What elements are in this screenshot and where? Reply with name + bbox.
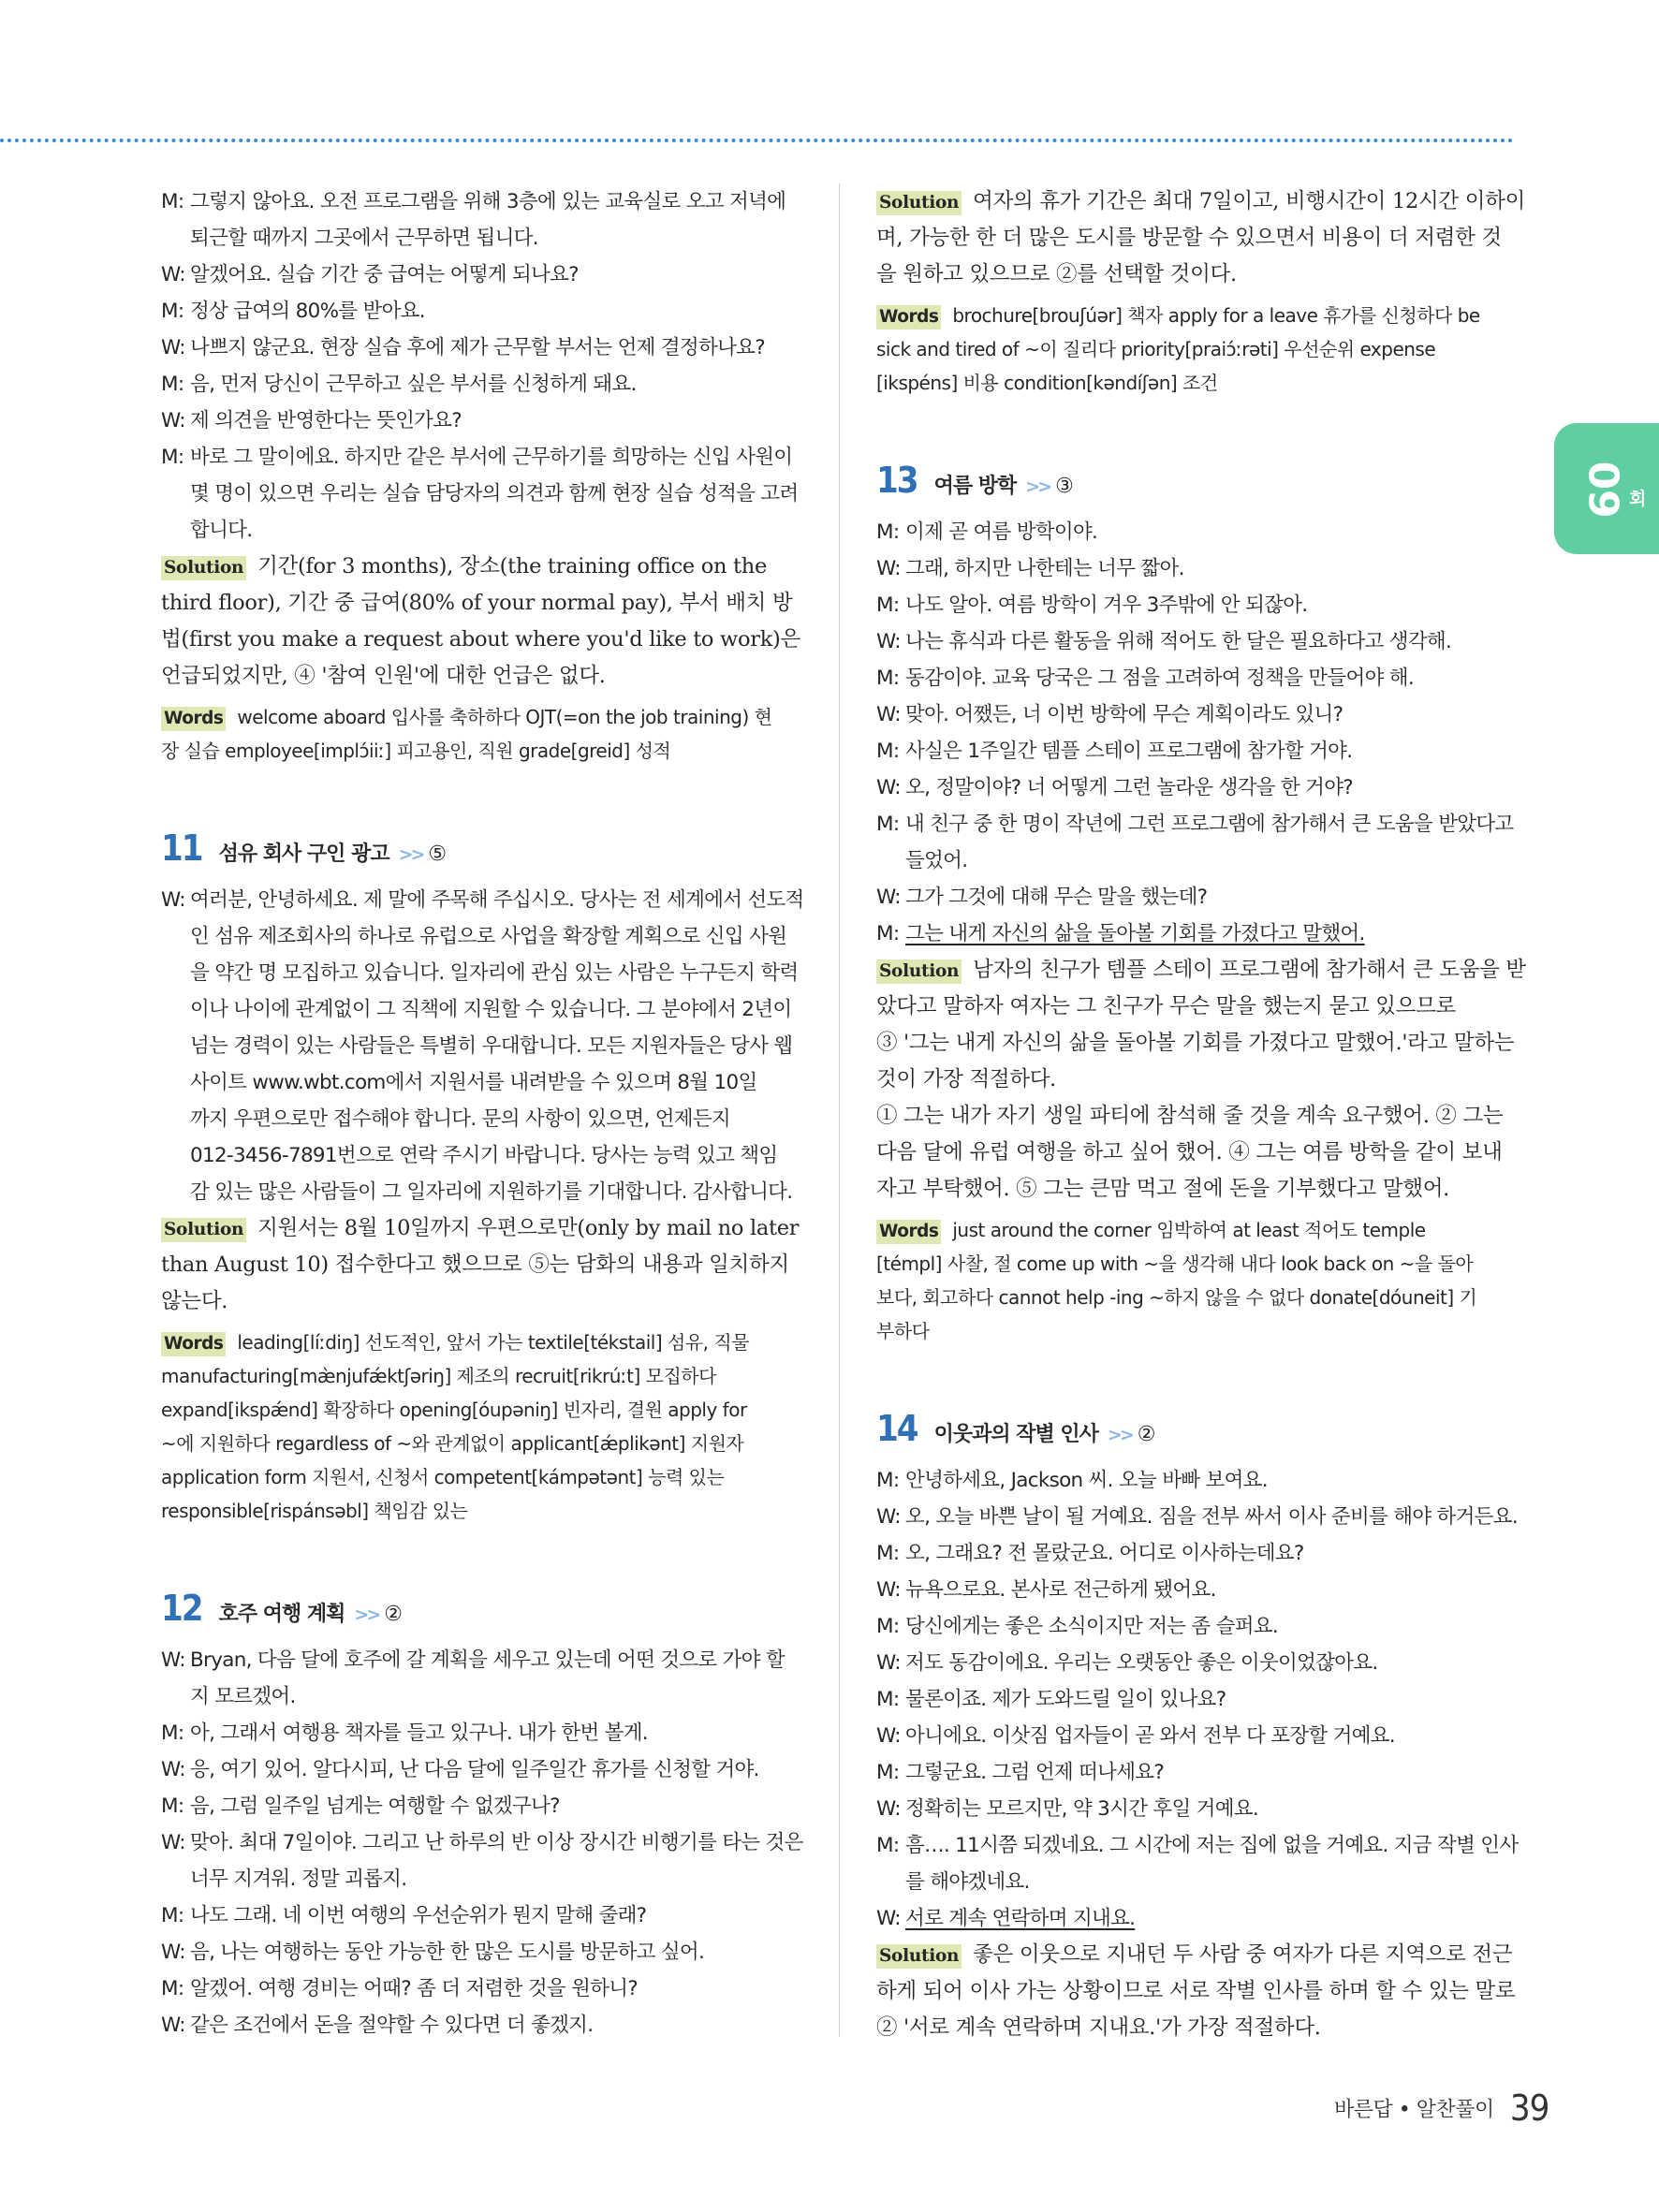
words-line — [161, 1326, 795, 1359]
right-column — [876, 183, 1526, 2052]
speaker-turn — [876, 1572, 1510, 1608]
solution-text: 다음 달에 유럽 여행을 하고 싶어 했어. ④ 그는 여름 방학을 같이 보내 — [876, 1140, 1503, 1165]
words-line — [876, 1213, 1510, 1247]
speaker-turn — [876, 587, 1510, 623]
speaker-line: 너무 지겨워. 정말 괴롭지. — [190, 1868, 407, 1891]
speaker-label: W: — [161, 409, 185, 432]
solution-line — [876, 1171, 1510, 1208]
speaker-label: M: — [161, 1721, 184, 1745]
solution-text: 하게 되어 이사 가는 상황이므로 서로 작별 인사를 하며 할 수 있는 말로 — [876, 1979, 1516, 2003]
words-text: manufacturing[mæ̀njufǽktʃəriŋ] 제조의 recruit[rikrúːt] 모집하다 — [161, 1365, 716, 1387]
speaker-turn — [161, 1970, 795, 2007]
speaker-label: W: — [161, 263, 185, 286]
speaker-line: 뉴욕으로요. 본사로 전근하게 됐어요. — [905, 1578, 1216, 1602]
solution-line — [161, 1247, 795, 1283]
words-line — [161, 1393, 795, 1427]
speaker-turn — [876, 769, 1510, 806]
speaker-line: 그는 내게 자신의 삶을 돌아볼 기회를 가졌다고 말했어. — [905, 922, 1365, 945]
words-line — [876, 332, 1510, 366]
speaker-label: W: — [876, 886, 901, 909]
speaker-line: 알겠어. 여행 경비는 어때? 좀 더 저렴한 것을 원하니? — [190, 1977, 639, 2000]
speaker-label: M: — [161, 300, 184, 323]
solution-text: than August 10) 접수한다고 했으므로 ⑤는 담화의 내용과 일치하지 — [161, 1252, 789, 1277]
speaker-line: 응, 여기 있어. 알다시피, 난 다음 달에 일주일간 휴가를 신청할 거야. — [190, 1758, 759, 1781]
question-number: 13 — [876, 460, 918, 501]
speaker-line: 정확히는 모르지만, 약 3시간 후일 거예요. — [905, 1797, 1259, 1821]
speaker-line: 아니에요. 이삿짐 업자들이 곧 와서 전부 다 포장할 거예요. — [905, 1724, 1395, 1748]
speaker-turn — [876, 514, 1510, 550]
words-text: welcome aboard 입사를 축하하다 OJT(=on the job training) 현 — [237, 706, 772, 728]
column-divider — [839, 183, 840, 2037]
speaker-label: M: — [876, 520, 900, 544]
left-column — [161, 183, 804, 2044]
spacer — [876, 1348, 1510, 1354]
speaker-line: 지 모르겠어. — [190, 1685, 296, 1708]
solution-line — [876, 1025, 1515, 1062]
speaker-line: 음, 먼저 당신이 근무하고 싶은 부서를 신청하게 돼요. — [190, 373, 637, 396]
solution-text: ① 그는 내가 자기 생일 파티에 참석해 줄 것을 계속 요구했어. ② 그는 — [876, 1104, 1504, 1128]
speaker-line: 오, 정말이야? 너 어떻게 그런 놀라운 생각을 한 거야? — [905, 776, 1354, 799]
speaker-turn — [876, 1462, 1510, 1499]
speaker-label: M: — [161, 446, 184, 469]
words-line — [161, 1359, 795, 1393]
speaker-turn — [876, 1900, 1510, 1937]
solution-line — [876, 1135, 1510, 1171]
speaker-turn — [161, 439, 795, 476]
speaker-label: M: — [161, 1795, 184, 1818]
speaker-line: 안녕하세요, Jackson 씨. 오늘 바빠 보여요. — [905, 1469, 1268, 1492]
words-text: sick and tired of ~이 질리다 priority[praiɔ́ːrəti] 우선순위 expense — [876, 338, 1436, 360]
answer-arrow: >> — [398, 844, 423, 865]
solution-text: 기간(for 3 months), 장소(the training office on the — [257, 554, 767, 579]
speaker-line: 까지 우편으로만 접수해야 합니다. 문의 사항이 있으면, 언제든지 — [190, 1107, 731, 1131]
speaker-label: W: — [876, 1505, 901, 1529]
speaker-turn — [876, 916, 1510, 952]
speaker-label: W: — [876, 1578, 901, 1602]
solution-text: 좋은 이웃으로 지내던 두 사람 중 여자가 다른 지역으로 전근 — [973, 1942, 1513, 1967]
speaker-label: W: — [876, 1724, 901, 1748]
answer-arrow: >> — [1107, 1425, 1132, 1445]
solution-tag: Solution — [161, 1218, 246, 1242]
question-number: 12 — [161, 1588, 202, 1629]
speaker-turn — [876, 696, 1510, 733]
speaker-line: 몇 명이 있으면 우리는 실습 담당자의 의견과 함께 현장 실습 성적을 고려 — [190, 482, 799, 505]
speaker-turn — [876, 1608, 1510, 1645]
solution-line — [876, 256, 1510, 293]
speaker-turn — [161, 366, 795, 403]
words-line — [876, 299, 1510, 332]
section-header — [161, 828, 795, 869]
speaker-line: 퇴근할 때까지 그곳에서 근무하면 됩니다. — [190, 227, 538, 250]
speaker-line: 들었어. — [905, 849, 968, 872]
speaker-turn — [876, 1827, 1519, 1864]
speaker-line: 그렇지 않아요. 오전 프로그램을 위해 3층에 있는 교육실로 오고 저녁에 — [190, 190, 786, 213]
words-text: 보다, 회고하다 cannot help -ing ~하지 않을 수 없다 donate[dóuneit] 기 — [876, 1286, 1477, 1309]
speaker-line: 이제 곧 여름 방학이야. — [905, 520, 1098, 544]
solution-text: 언급되었지만, ④ '참여 인원'에 대한 언급은 없다. — [161, 664, 606, 688]
speaker-line: 사실은 1주일간 템플 스테이 프로그램에 참가할 거야. — [905, 740, 1353, 763]
speaker-turn — [876, 806, 1514, 842]
words-text: [ikspéns] 비용 condition[kəndíʃən] 조건 — [876, 372, 1218, 394]
speaker-label: M: — [876, 1615, 900, 1638]
solution-text: 것이 가장 적절하다. — [876, 1067, 1057, 1091]
speaker-line: 동감이야. 교육 당국은 그 점을 고려하여 정책을 만들어야 해. — [905, 667, 1415, 690]
footer-label: 바른답 • 알찬풀이 — [1334, 2098, 1494, 2122]
solution-tag: Solution — [876, 1944, 962, 1969]
page-footer — [1334, 2087, 1549, 2129]
speaker-turn — [161, 183, 795, 220]
answer-arrow: >> — [354, 1604, 379, 1625]
spacer — [876, 400, 1510, 405]
speaker-turn — [161, 2007, 795, 2044]
words-line — [876, 1247, 1510, 1281]
words-tag: Words — [161, 1332, 226, 1356]
speaker-line: 음, 나는 여행하는 동안 가능한 한 많은 도시를 방문하고 싶어. — [190, 1941, 705, 1964]
speaker-turn — [876, 1535, 1510, 1572]
solution-text: 지원서는 8월 10일까지 우편으로만(only by mail no later — [257, 1216, 800, 1240]
solution-line — [876, 183, 1526, 220]
words-text: application form 지원서, 신청서 competent[kámpətənt] 능력 있는 — [161, 1466, 725, 1488]
speaker-turn — [876, 733, 1510, 769]
question-number: 14 — [876, 1408, 918, 1449]
solution-line — [161, 585, 795, 622]
speaker-line: 나는 휴식과 다른 활동을 위해 적어도 한 달은 필요하다고 생각해. — [905, 630, 1452, 653]
speaker-line: 흠…. 11시쯤 되겠네요. 그 시간에 저는 집에 없을 거예요. 지금 작별 인사 — [905, 1834, 1519, 1857]
speaker-line: 같은 조건에서 돈을 절약할 수 있다면 더 좋겠지. — [190, 2014, 594, 2037]
words-tag: Words — [161, 707, 226, 731]
solution-text: 않는다. — [161, 1289, 228, 1313]
speaker-line: 당신에게는 좋은 소식이지만 저는 좀 슬퍼요. — [905, 1615, 1279, 1638]
solution-text: ② '서로 계속 연락하며 지내요.'가 가장 적절하다. — [876, 2015, 1321, 2040]
words-line — [161, 734, 795, 768]
section-header — [876, 460, 1510, 501]
answer-choice: ② — [384, 1603, 403, 1626]
solution-tag: Solution — [876, 191, 962, 215]
solution-line — [876, 989, 1510, 1025]
speaker-line: 합니다. — [190, 519, 253, 542]
speaker-label: M: — [876, 667, 900, 690]
solution-text: 며, 가능한 한 더 많은 도시를 방문할 수 있으면서 비용이 더 저렴한 것 — [876, 226, 1502, 250]
speaker-line: 오, 그래요? 전 몰랐군요. 어디로 이사하는데요? — [905, 1542, 1304, 1565]
page-number: 39 — [1509, 2087, 1549, 2129]
solution-text: third floor), 기간 중 급여(80% of your normal pay), 부서 배치 방 — [161, 591, 793, 615]
speaker-label: M: — [876, 740, 900, 763]
speaker-turn — [161, 330, 795, 366]
speaker-label: W: — [161, 1831, 185, 1854]
section-header — [161, 1588, 795, 1629]
speaker-turn — [161, 1751, 795, 1788]
speaker-line: 여러분, 안녕하세요. 제 말에 주목해 주십시오. 당사는 전 세계에서 선도적 — [190, 888, 804, 912]
speaker-turn — [876, 1754, 1510, 1791]
speaker-label: W: — [161, 1941, 185, 1964]
speaker-line: 맞아. 어쨌든, 너 이번 방학에 무슨 계획이라도 있니? — [905, 703, 1343, 726]
speaker-turn — [161, 403, 795, 439]
speaker-turn — [876, 879, 1510, 916]
speaker-turn — [876, 660, 1510, 696]
speaker-label: M: — [876, 1688, 900, 1711]
words-text: expand[ikspǽnd] 확장하다 opening[óupəniŋ] 빈자리, 결원 apply for — [161, 1399, 747, 1421]
speaker-turn — [161, 1788, 795, 1824]
speaker-label: W: — [876, 1907, 901, 1930]
speaker-line: 서로 계속 연락하며 지내요. — [905, 1907, 1136, 1930]
question-title: 섬유 회사 구인 광고 — [218, 842, 389, 866]
solution-line — [876, 1062, 1510, 1098]
speaker-turn — [876, 623, 1510, 660]
solution-line — [161, 622, 800, 658]
speaker-turn — [876, 1718, 1510, 1754]
speaker-line: 나쁘지 않군요. 현장 실습 후에 제가 근무할 부서는 언제 결정하나요? — [190, 336, 765, 359]
speaker-line: 인 섬유 제조회사의 하나로 유럽으로 사업을 확장할 계획으로 신입 사원 — [190, 925, 787, 948]
speaker-line: 정상 급여의 80%를 받아요. — [190, 300, 425, 323]
words-line — [161, 700, 795, 734]
words-line — [161, 1494, 795, 1528]
solution-text: 여자의 휴가 기간은 최대 7일이고, 비행시간이 12시간 이하이 — [973, 189, 1526, 213]
speaker-turn — [161, 1897, 795, 1934]
words-tag: Words — [876, 1220, 941, 1244]
speaker-turn — [876, 1791, 1510, 1827]
speaker-turn — [161, 1824, 803, 1861]
solution-line — [161, 658, 795, 695]
words-text: responsible[rispánsəbl] 책임감 있는 — [161, 1500, 468, 1522]
speaker-label: M: — [876, 922, 900, 945]
speaker-label: W: — [161, 2014, 185, 2037]
words-text: just around the corner 임박하여 at least 적어도 temple — [952, 1219, 1426, 1241]
speaker-label: W: — [876, 703, 901, 726]
solution-text: 을 원하고 있으므로 ②를 선택할 것이다. — [876, 262, 1237, 286]
words-line — [161, 1427, 795, 1460]
words-line — [876, 1281, 1510, 1314]
speaker-line: 바로 그 말이에요. 하지만 같은 부서에 근무하기를 희망하는 신입 사원이 — [190, 446, 793, 469]
speaker-line: 그렇군요. 그럼 언제 떠나세요? — [905, 1761, 1165, 1784]
speaker-line: 그가 그것에 대해 무슨 말을 했는데? — [905, 886, 1208, 909]
speaker-label: M: — [876, 1469, 900, 1492]
solution-line — [161, 549, 795, 585]
solution-text: 법(first you make a request about where you'd like to work)은 — [161, 627, 800, 652]
words-text: leading[líːdiŋ] 선도적인, 앞서 가는 textile[tékstail] 섬유, 직물 — [237, 1331, 750, 1354]
speaker-line: 사이트 www.wbt.com에서 지원서를 내려받을 수 있으며 8월 10일 — [190, 1071, 757, 1094]
test-number: 09 — [1578, 461, 1627, 519]
speaker-label: M: — [161, 373, 184, 396]
words-line — [161, 1460, 795, 1494]
question-title: 이웃과의 작별 인사 — [933, 1423, 1098, 1446]
solution-line — [161, 1283, 795, 1320]
speaker-line: 012-3456-7891번으로 연락 주시기 바랍니다. 당사는 능력 있고 책임 — [190, 1144, 778, 1167]
test-number-tab — [1554, 423, 1659, 554]
speaker-label: W: — [876, 1797, 901, 1821]
speaker-label: M: — [876, 813, 900, 836]
speaker-turn — [161, 1715, 795, 1751]
solution-text: ③ '그는 내게 자신의 삶을 돌아볼 기회를 가졌다고 말했어.'라고 말하는 — [876, 1031, 1515, 1055]
speaker-line: 나도 그래. 네 이번 여행의 우선순위가 뭔지 말해 줄래? — [190, 1904, 647, 1927]
speaker-line: 넘는 경력이 있는 사람들은 특별히 우대합니다. 모든 지원자들은 당사 웹 — [190, 1034, 793, 1058]
speaker-turn — [876, 1681, 1510, 1718]
top-dotted-rule — [0, 139, 1514, 142]
speaker-label: M: — [876, 1761, 900, 1784]
solution-tag: Solution — [876, 960, 962, 984]
solution-line — [876, 2010, 1510, 2046]
speaker-line: 알겠어요. 실습 기간 중 급여는 어떻게 되나요? — [190, 263, 579, 286]
words-text: brochure[brouʃúər] 책자 apply for a leave 휴가를 신청하다 be — [952, 304, 1480, 327]
words-text: ~에 지원하다 regardless of ~와 관계없이 applicant[ǽplikənt] 지원자 — [161, 1432, 744, 1455]
spacer — [161, 768, 795, 773]
speaker-line: 저도 동감이에요. 우리는 오랫동안 좋은 이웃이었잖아요. — [905, 1651, 1378, 1675]
answer-choice: ⑤ — [428, 842, 448, 866]
speaker-line: 맞아. 최대 7일이야. 그리고 난 하루의 반 이상 장시간 비행기를 타는 것은 — [190, 1831, 803, 1854]
speaker-turn — [161, 1642, 795, 1678]
solution-line — [876, 1098, 1510, 1135]
speaker-label: W: — [876, 776, 901, 799]
solution-line — [876, 1937, 1513, 1973]
speaker-line: 오, 오늘 바쁜 날이 될 거예요. 짐을 전부 싸서 이사 준비를 해야 하거든요. — [905, 1505, 1518, 1529]
speaker-label: W: — [161, 1648, 185, 1672]
speaker-turn — [876, 1645, 1510, 1681]
solution-line — [876, 952, 1526, 989]
speaker-line: 제 의견을 반영한다는 뜻인가요? — [190, 409, 462, 432]
speaker-label: M: — [161, 190, 184, 213]
speaker-turn — [161, 882, 804, 918]
speaker-line: 물론이죠. 제가 도와드릴 일이 있나요? — [905, 1688, 1226, 1711]
answer-arrow: >> — [1025, 476, 1050, 497]
spacer — [161, 1528, 795, 1533]
speaker-label: W: — [876, 630, 901, 653]
speaker-label: M: — [161, 1977, 184, 2000]
speaker-label: W: — [161, 888, 185, 912]
question-title: 호주 여행 계획 — [218, 1603, 345, 1626]
speaker-line: 그래, 하지만 나한테는 너무 짧아. — [905, 557, 1184, 580]
speaker-turn — [161, 1934, 795, 1970]
words-text: [témpl] 사찰, 절 come up with ~을 생각해 내다 look back on ~을 돌아 — [876, 1252, 1474, 1275]
answer-choice: ② — [1137, 1423, 1156, 1446]
speaker-line: 이나 나이에 관계없이 그 직책에 지원할 수 있습니다. 그 분야에서 2년이 — [190, 998, 792, 1021]
test-unit-label: 회 — [1629, 489, 1647, 509]
speaker-label: W: — [161, 1758, 185, 1781]
speaker-line: 감 있는 많은 사람들이 그 일자리에 지원하기를 기대합니다. 감사합니다. — [190, 1180, 793, 1204]
speaker-label: W: — [876, 557, 901, 580]
answer-choice: ③ — [1055, 475, 1074, 498]
speaker-line: Bryan, 다음 달에 호주에 갈 계획을 세우고 있는데 어떤 것으로 가야 할 — [190, 1648, 785, 1672]
speaker-turn — [876, 1499, 1518, 1535]
solution-line — [161, 1210, 800, 1247]
words-text: 장 실습 employee[implɔ́iiː] 피고용인, 직원 grade[greid] 성적 — [161, 740, 671, 762]
words-line — [876, 366, 1510, 400]
solution-line — [876, 220, 1510, 256]
words-line — [876, 1314, 1510, 1348]
speaker-label: M: — [876, 1834, 900, 1857]
section-header — [876, 1408, 1510, 1449]
speaker-line: 아, 그래서 여행용 책자를 들고 있구나. 내가 한번 볼게. — [190, 1721, 648, 1745]
solution-text: 았다고 말하자 여자는 그 친구가 무슨 말을 했는지 묻고 있으므로 — [876, 994, 1456, 1018]
speaker-line: 나도 알아. 여름 방학이 겨우 3주밖에 안 되잖아. — [905, 593, 1308, 617]
speaker-line: 음, 그럼 일주일 넘게는 여행할 수 없겠구나? — [190, 1795, 560, 1818]
speaker-label: M: — [876, 1542, 900, 1565]
speaker-label: M: — [161, 1904, 184, 1927]
solution-text: 남자의 친구가 템플 스테이 프로그램에 참가해서 큰 도움을 받 — [973, 958, 1526, 982]
speaker-turn — [161, 256, 795, 293]
speaker-turn — [161, 293, 795, 330]
spacer — [876, 2046, 1510, 2052]
solution-text: 자고 부탁했어. ⑤ 그는 큰맘 먹고 절에 돈을 기부했다고 말했어. — [876, 1177, 1450, 1201]
solution-line — [876, 1973, 1516, 2010]
speaker-line: 을 약간 명 모집하고 있습니다. 일자리에 관심 있는 사람은 누구든지 학력 — [190, 961, 799, 985]
speaker-turn — [876, 550, 1510, 587]
speaker-label: W: — [876, 1651, 901, 1675]
speaker-label: M: — [876, 593, 900, 617]
speaker-line: 를 해야겠네요. — [905, 1870, 1030, 1894]
words-text: 부하다 — [876, 1320, 930, 1342]
question-number: 11 — [161, 828, 202, 869]
question-title: 여름 방학 — [933, 475, 1017, 498]
speaker-label: W: — [161, 336, 185, 359]
words-tag: Words — [876, 305, 941, 330]
speaker-line: 내 친구 중 한 명이 작년에 그런 프로그램에 참가해서 큰 도움을 받았다고 — [905, 813, 1514, 836]
solution-tag: Solution — [161, 556, 246, 580]
